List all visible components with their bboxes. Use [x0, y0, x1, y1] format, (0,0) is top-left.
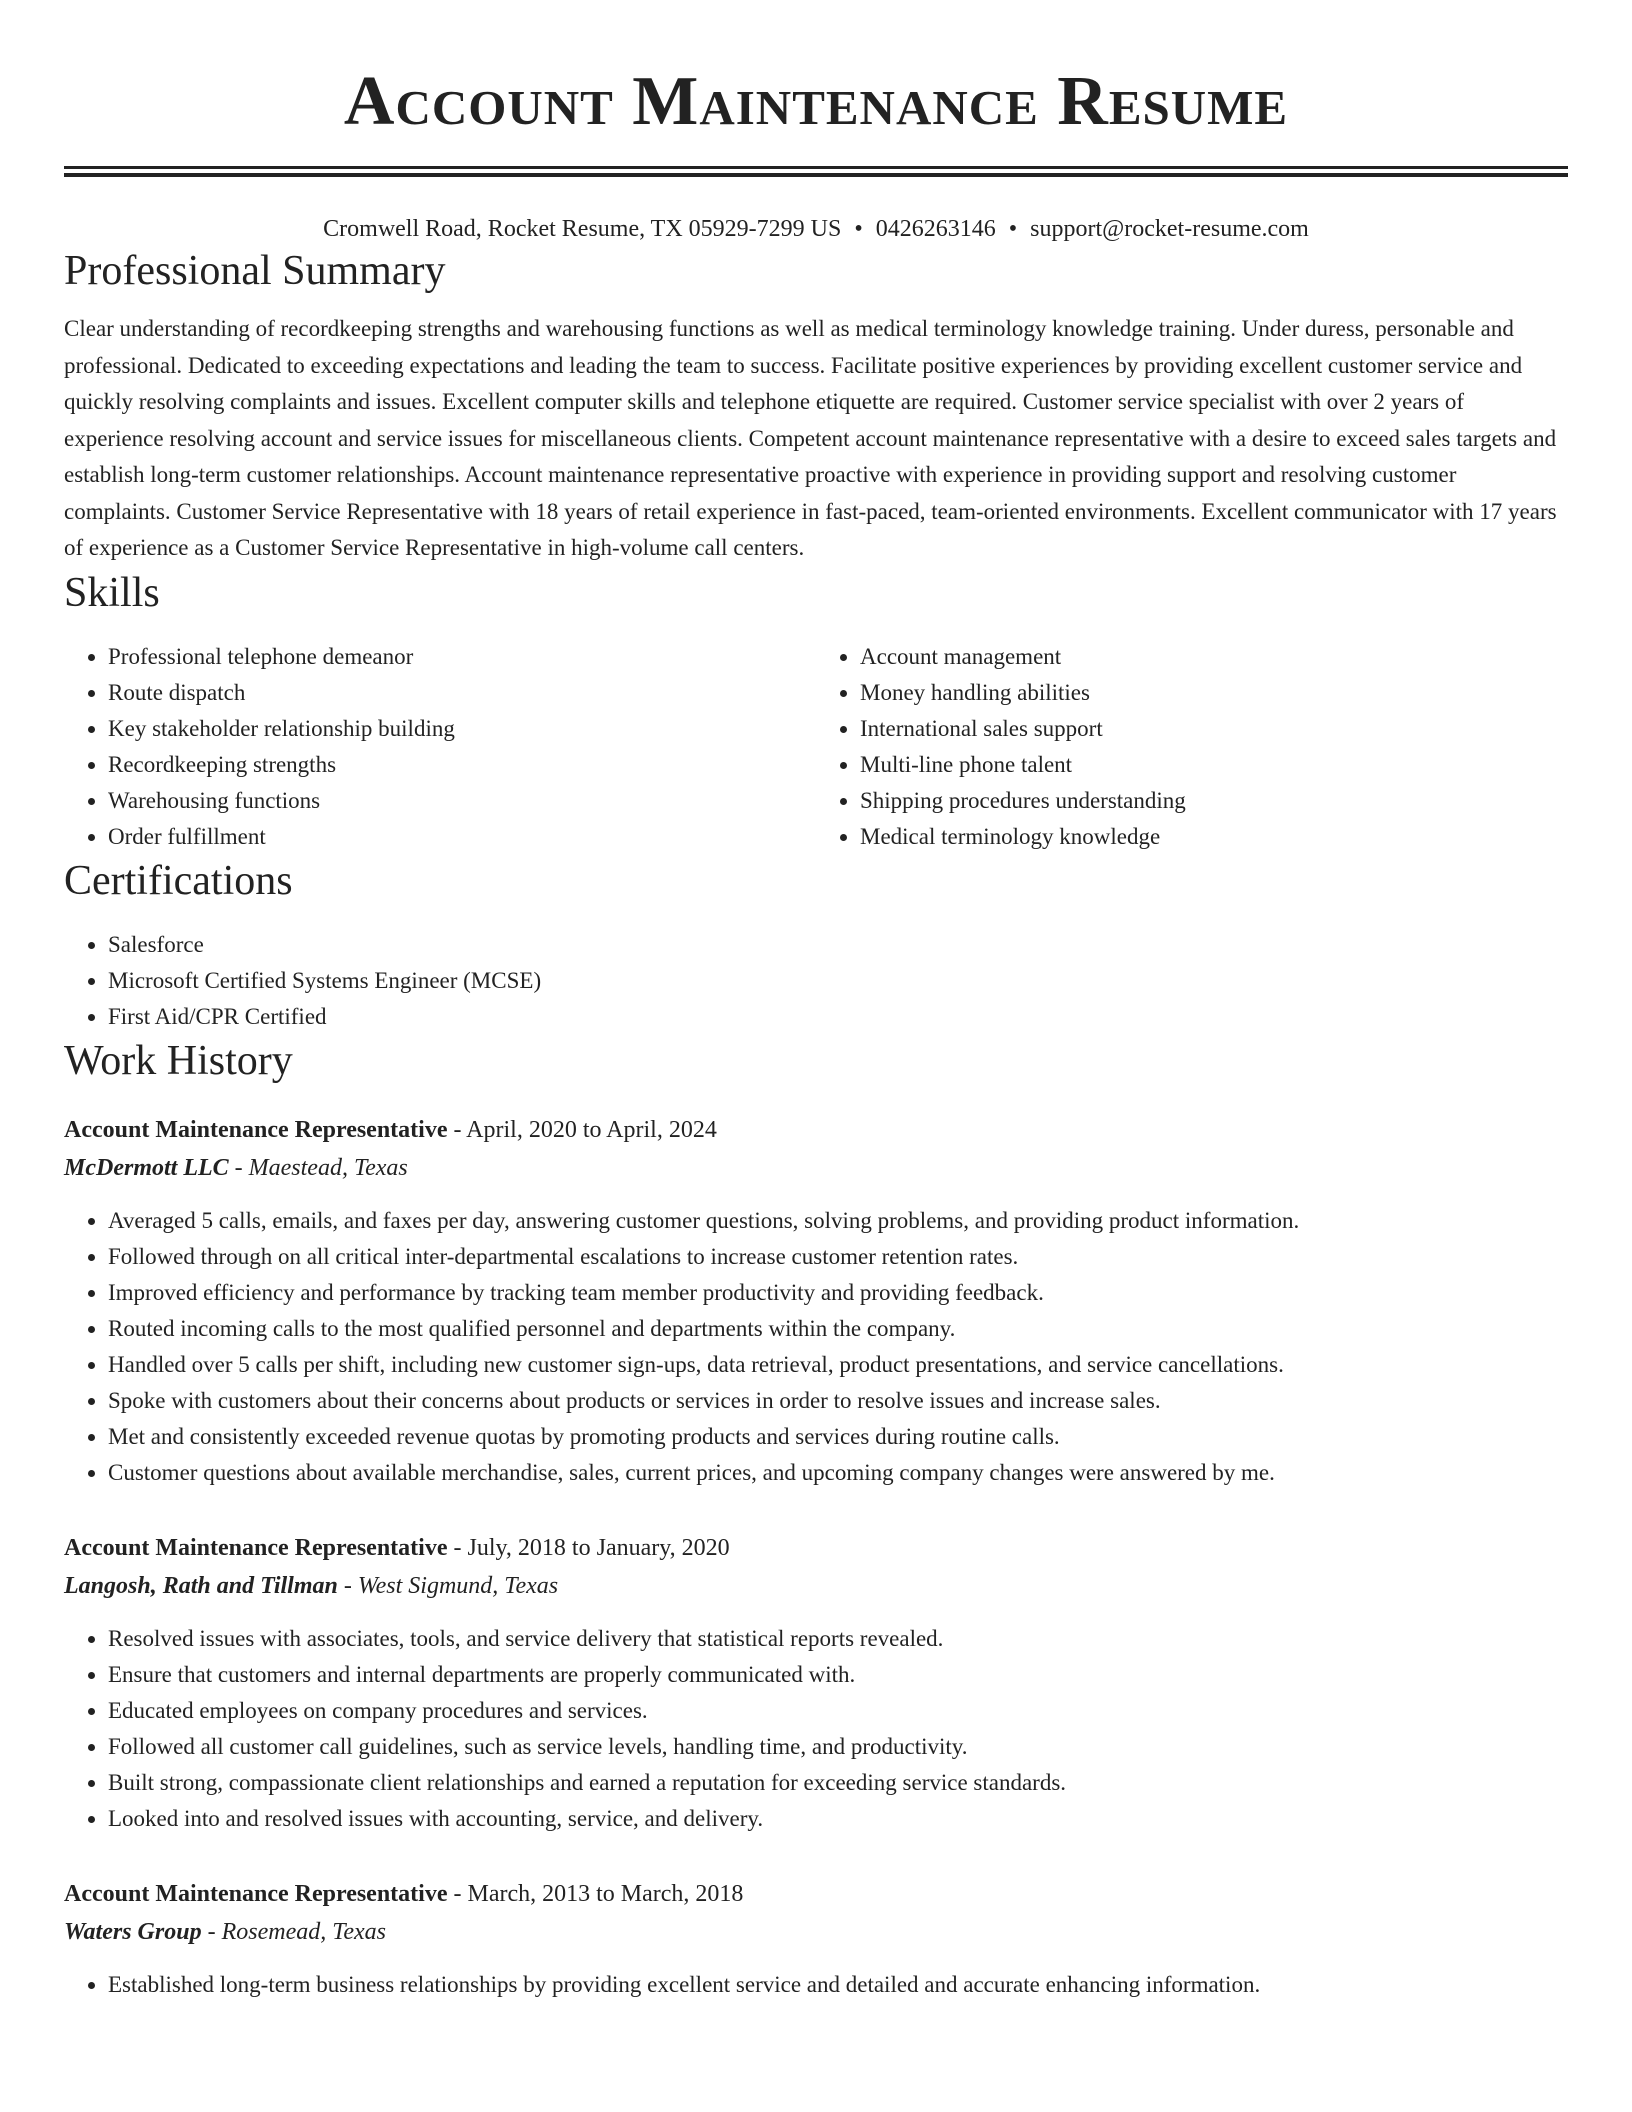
skill-item: • Money handling abilities — [860, 675, 1568, 711]
certification-item: • Salesforce — [108, 927, 1568, 963]
job-bullet-list — [64, 1621, 1568, 1837]
title-divider — [64, 166, 1568, 177]
job-title-line: Account Maintenance Representative - April, 2020 to April, 2024 — [64, 1116, 717, 1143]
contact-address: Cromwell Road, Rocket Resume, TX 05929-7299 US — [323, 216, 842, 242]
job-company: McDermott LLC — [64, 1154, 229, 1181]
job-entry — [64, 1529, 1568, 1837]
summary-heading: Professional Summary — [64, 248, 446, 294]
skill-item: • Account management — [860, 639, 1568, 675]
skill-item: • Key stakeholder relationship building — [108, 711, 816, 747]
work-history-heading: Work History — [64, 1037, 293, 1084]
skill-item: • Medical terminology knowledge — [860, 819, 1568, 855]
job-title-line: Account Maintenance Representative - July, 2018 to January, 2020 — [64, 1534, 730, 1561]
job-location: West Sigmund, Texas — [357, 1572, 559, 1599]
job-bullet: • Established long-term business relationships by providing excellent service and detailed and accurate enhancing information. — [108, 1967, 1568, 2003]
job-title-line: Account Maintenance Representative - March, 2013 to March, 2018 — [64, 1880, 744, 1907]
job-title: Account Maintenance Representative — [64, 1880, 448, 1907]
skills-right-list — [816, 639, 1568, 855]
skill-item: • Warehousing functions — [108, 783, 816, 819]
skill-item: • Shipping procedures understanding — [860, 783, 1568, 819]
job-bullet: • Handled over 5 calls per shift, including new customer sign-ups, data retrieval, product presentations, and service cancellations. — [108, 1347, 1568, 1383]
job-bullet: • Ensure that customers and internal departments are properly communicated with. — [108, 1657, 1568, 1693]
summary-text: Clear understanding of recordkeeping strengths and warehousing functions as well as medical terminology knowledge training. Under duress, personable and professional. Dedicated to exceeding expectations and leading the team to success. Facilitate positive experiences by providing excellent customer service and quickly resolving complaints and issues. Excellent computer skills and telephone etiquette are required. Customer service specialist with over 2 years of experience resolving account and service issues for miscellaneous clients. Competent account maintenance representative with a desire to exceed sales targets and establish long-term customer relationships. Account maintenance representative proactive with experience in providing support and resolving customer complaints. Customer Service Representative with 18 years of retail experience in fast-paced, team-oriented environments. Excellent communicator with 17 years of experience as a Customer Service Representative in high-volume call centers. — [64, 316, 1557, 560]
job-bullet: • Educated employees on company procedures and services. — [108, 1693, 1568, 1729]
skills-left-list — [64, 639, 816, 855]
certification-item: • First Aid/CPR Certified — [108, 999, 1568, 1035]
job-dates: July, 2018 to January, 2020 — [467, 1534, 730, 1561]
skill-item: • Multi-line phone talent — [860, 747, 1568, 783]
job-company-line: McDermott LLC - Maestead, Texas — [64, 1154, 408, 1181]
contact-separator: • — [854, 216, 863, 242]
skill-item: • Order fulfillment — [108, 819, 816, 855]
job-bullet: • Routed incoming calls to the most qualified personnel and departments within the company. — [108, 1311, 1568, 1347]
job-bullet: • Built strong, compassionate client relationships and earned a reputation for exceeding service standards. — [108, 1765, 1568, 1801]
job-company-line: Langosh, Rath and Tillman - West Sigmund, Texas — [64, 1572, 559, 1599]
skills-heading: Skills — [64, 569, 160, 616]
skill-item: • Recordkeeping strengths — [108, 747, 816, 783]
certifications-heading: Certifications — [64, 857, 293, 904]
skill-item: • Route dispatch — [108, 675, 816, 711]
job-dates: March, 2013 to March, 2018 — [467, 1880, 744, 1907]
job-bullet-list — [64, 1967, 1568, 2003]
job-entry — [64, 1111, 1568, 1491]
resume-title: Account Maintenance Resume — [343, 63, 1289, 140]
job-company-line: Waters Group - Rosemead, Texas — [64, 1918, 387, 1945]
job-bullet: • Spoke with customers about their concerns about products or services in order to resolve issues and increase sales. — [108, 1383, 1568, 1419]
job-bullet: • Met and consistently exceeded revenue quotas by promoting products and services during routine calls. — [108, 1419, 1568, 1455]
job-bullet: • Looked into and resolved issues with accounting, service, and delivery. — [108, 1801, 1568, 1837]
job-company: Waters Group — [64, 1918, 202, 1945]
contact-phone: 0426263146 — [875, 216, 996, 242]
job-location: Rosemead, Texas — [221, 1918, 387, 1945]
job-bullet-list — [64, 1203, 1568, 1491]
job-bullet: • Averaged 5 calls, emails, and faxes per day, answering customer questions, solving problems, and providing product information. — [108, 1203, 1568, 1239]
job-title: Account Maintenance Representative — [64, 1116, 448, 1143]
job-bullet: • Resolved issues with associates, tools, and service delivery that statistical reports revealed. — [108, 1621, 1568, 1657]
skill-item: • International sales support — [860, 711, 1568, 747]
job-company: Langosh, Rath and Tillman — [64, 1572, 338, 1599]
contact-line — [64, 213, 1568, 245]
certification-item: • Microsoft Certified Systems Engineer (MCSE) — [108, 963, 1568, 999]
job-title: Account Maintenance Representative — [64, 1534, 448, 1561]
contact-separator: • — [1008, 216, 1018, 242]
contact-email: support@rocket-resume.com — [1030, 216, 1309, 242]
skill-item: • Professional telephone demeanor — [108, 639, 816, 675]
certifications-list — [64, 927, 1568, 1035]
skills-columns — [64, 639, 1568, 855]
job-bullet: • Improved efficiency and performance by tracking team member productivity and providing feedback. — [108, 1275, 1568, 1311]
job-bullet: • Followed all customer call guidelines, such as service levels, handling time, and productivity. — [108, 1729, 1568, 1765]
job-bullet: • Customer questions about available merchandise, sales, current prices, and upcoming company changes were answered by me. — [108, 1455, 1568, 1491]
job-bullet: • Followed through on all critical inter-departmental escalations to increase customer retention rates. — [108, 1239, 1568, 1275]
job-entry — [64, 1875, 1568, 2003]
job-dates: April, 2020 to April, 2024 — [466, 1116, 717, 1143]
job-location: Maestead, Texas — [248, 1154, 408, 1181]
